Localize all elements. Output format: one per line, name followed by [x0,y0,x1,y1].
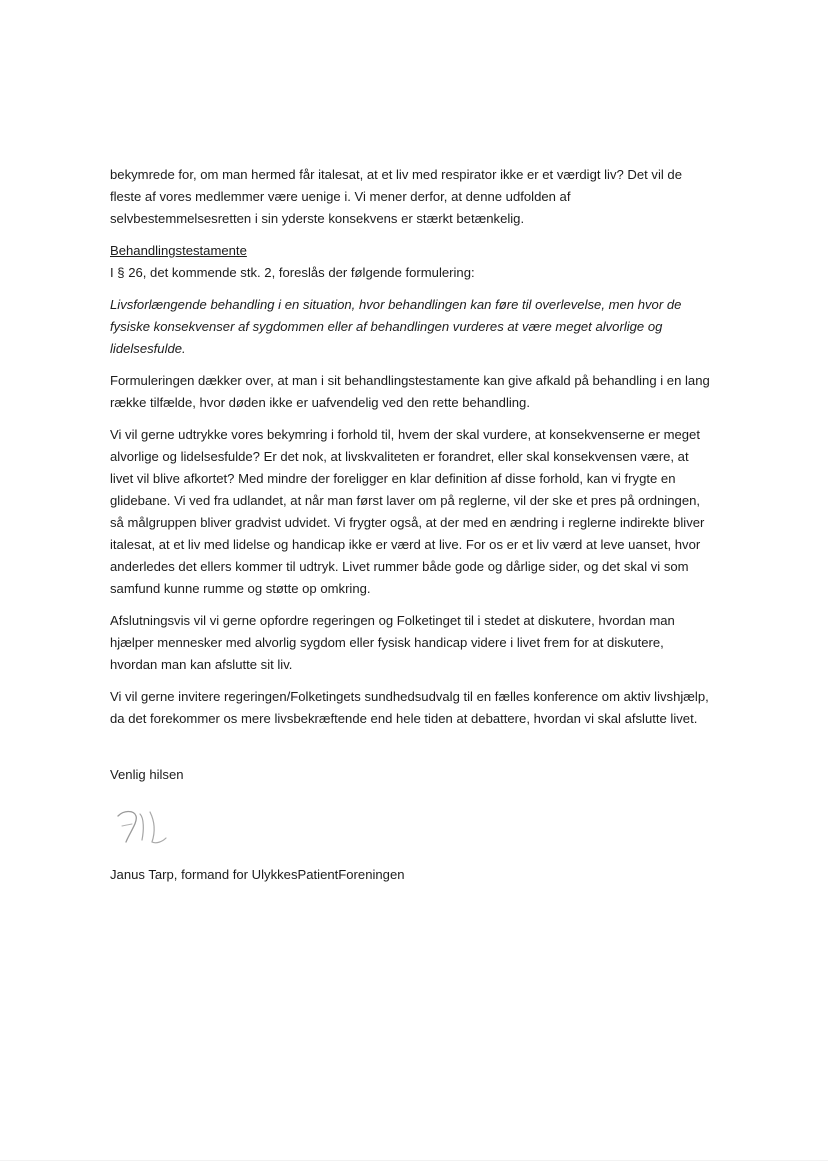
page-bottom-edge [0,1160,828,1161]
section-heading: Behandlingstestamente [110,243,247,258]
signer-name: Janus Tarp, formand for UlykkesPatientForeningen [110,867,405,882]
closing-greeting: Venlig hilsen [110,767,184,782]
paragraph-invitation: Vi vil gerne invitere regeringen/Folketingets sundhedsudvalg til en fælles konference om aktiv livshjælp, da det forekommer os mere livsbekræftende end hele tiden at debattere, hvordan vi skal afslutte livet. [110,689,709,726]
section-intro: I § 26, det kommende stk. 2, foreslås der følgende formulering: [110,265,475,280]
paragraph-intro: bekymrede for, om man hermed får italesat, at et liv med respirator ikke er et værdigt liv? Det vil de fleste af vores medlemmer være uenige i. Vi mener derfor, at denne udfolden af selvbestemmelsesretten i sin yderste konsekvens er stærkt betænkelig. [110,167,682,226]
paragraph-conclusion: Afslutningsvis vil vi gerne opfordre regeringen og Folketinget til i stedet at diskutere, hvordan man hjælper mennesker med alvorlig sygdom eller fysisk handicap videre i livet frem for at diskutere, hvordan man kan afslutte sit liv. [110,613,675,672]
signature-icon [110,802,180,852]
letter-body [110,164,710,886]
quoted-formulation: Livsforlængende behandling i en situation, hvor behandlingen kan føre til overlevelse, men hvor de fysiske konsekvenser af sygdommen eller af behandlingen vurderes at være meget alvorlige og lidelsesfulde. [110,297,682,356]
paragraph-formulation: Formuleringen dækker over, at man i sit behandlingstestamente kan give afkald på behandling i en lang række tilfælde, hvor døden ikke er uafvendelig ved den rette behandling. [110,373,710,410]
paragraph-concern: Vi vil gerne udtrykke vores bekymring i forhold til, hvem der skal vurdere, at konsekvenserne er meget alvorlige og lidelsesfulde? Er det nok, at livskvaliteten er forandret, eller skal konsekvensen være, at livet vil blive afkortet? Med mindre der foreligger en klar definition af disse forhold, kan vi frygte en glidebane. Vi ved fra udlandet, at når man først laver om på reglerne, vil der ske et pres på ordningen, så målgruppen bliver gradvist udvidet. Vi frygter også, at der med en ændring i reglerne indirekte bliver italesat, at et liv med lidelse og handicap ikke er værd at live. For os er et liv værd at leve uanset, hvor anderledes det ellers kommer til udtryk. Livet rummer både gode og dårlige sider, og det skal vi som samfund kunne rumme og støtte op omkring. [110,427,705,596]
